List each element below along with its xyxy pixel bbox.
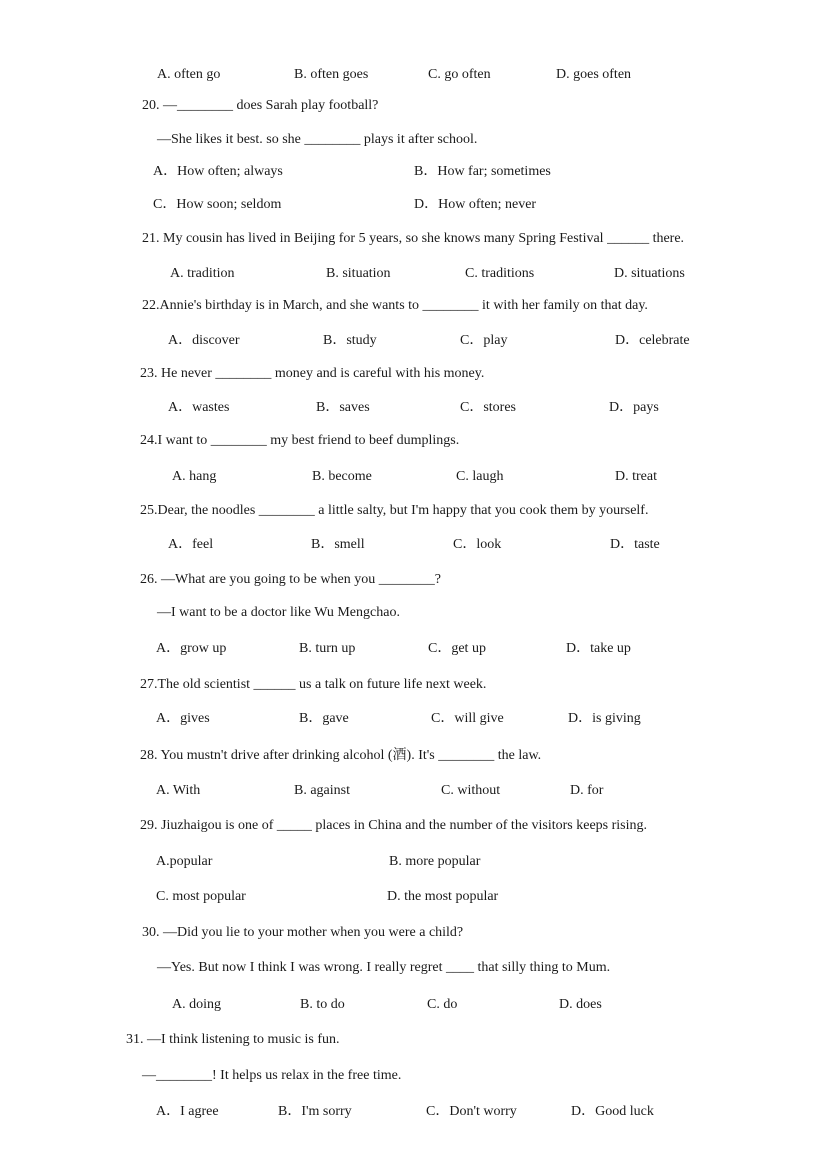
option-a[interactable]: A．discover (168, 333, 240, 348)
option-a[interactable]: A. doing (172, 997, 221, 1012)
option-d[interactable]: D. does (559, 997, 602, 1012)
option-c[interactable]: C. most popular (156, 889, 246, 904)
option-b[interactable]: B．How far; sometimes (414, 164, 551, 179)
option-d[interactable]: D. situations (614, 266, 685, 281)
option-c[interactable]: C．will give (431, 711, 504, 726)
option-a[interactable]: A．grow up (156, 641, 227, 656)
question-stem: 23. He never ________ money and is careful with his money. (140, 366, 485, 381)
option-c[interactable]: C. without (441, 783, 501, 798)
option-d[interactable]: D．How often; never (414, 197, 537, 212)
option-d[interactable]: D. the most popular (387, 889, 499, 904)
option-b[interactable]: B. to do (300, 997, 345, 1012)
option-c[interactable]: C．stores (460, 400, 516, 415)
option-b[interactable]: B．saves (316, 400, 370, 415)
question-stem: 29. Jiuzhaigou is one of _____ places in China and the number of the visitors keeps rising. (140, 818, 648, 833)
question-stem-reply: —Yes. But now I think I was wrong. I really regret ____ that silly thing to Mum. (157, 960, 611, 975)
question-stem: 28. You mustn't drive after drinking alcohol (酒). It's ________ the law. (140, 748, 542, 763)
question-stem-reply: —I want to be a doctor like Wu Mengchao. (157, 605, 400, 620)
question-stem: 20. —________ does Sarah play football? (142, 98, 379, 113)
question-stem: 25.Dear, the noodles ________ a little salty, but I'm happy that you cook them by yourself. (140, 503, 649, 518)
option-b[interactable]: B．study (323, 333, 377, 348)
option-d[interactable]: D．Good luck (571, 1104, 654, 1119)
option-a[interactable]: A. hang (172, 469, 217, 484)
option-a[interactable]: A．How often; always (153, 164, 283, 179)
option-c[interactable]: C．Don't worry (426, 1104, 517, 1119)
question-stem: 24.I want to ________ my best friend to beef dumplings. (140, 433, 460, 448)
option-b[interactable]: B. situation (326, 266, 391, 281)
option-c[interactable]: C．look (453, 537, 502, 552)
option-d[interactable]: D. for (570, 783, 604, 798)
option-a[interactable]: A. With (156, 783, 201, 798)
option-c[interactable]: C．How soon; seldom (153, 197, 282, 212)
option-c[interactable]: C. traditions (465, 266, 535, 281)
option-a[interactable]: A．I agree (156, 1104, 219, 1119)
option-c[interactable]: C. do (427, 997, 458, 1012)
option-c[interactable]: C. laugh (456, 469, 504, 484)
question-stem: 27.The old scientist ______ us a talk on future life next week. (140, 677, 487, 692)
question-stem: 31. —I think listening to music is fun. (126, 1032, 340, 1047)
option-b[interactable]: B．gave (299, 711, 349, 726)
option-d[interactable]: D．take up (566, 641, 631, 656)
option-a[interactable]: A．feel (168, 537, 214, 552)
option-b[interactable]: B. turn up (299, 641, 356, 656)
question-stem: 22.Annie's birthday is in March, and she wants to ________ it with her family on that day. (142, 298, 648, 313)
option-b[interactable]: B. often goes (294, 67, 369, 82)
option-d[interactable]: D. goes often (556, 67, 632, 82)
option-d[interactable]: D．is giving (568, 711, 641, 726)
option-d[interactable]: D．taste (610, 537, 660, 552)
option-a[interactable]: A. tradition (170, 266, 235, 281)
question-stem-reply: —________! It helps us relax in the free time. (142, 1068, 402, 1083)
option-b[interactable]: B．smell (311, 537, 365, 552)
question-stem: 30. —Did you lie to your mother when you were a child? (142, 925, 464, 940)
option-a[interactable]: A．wastes (168, 400, 230, 415)
option-a[interactable]: A.popular (156, 854, 213, 869)
option-b[interactable]: B. against (294, 783, 350, 798)
option-a[interactable]: A．gives (156, 711, 210, 726)
option-b[interactable]: B. become (312, 469, 372, 484)
option-c[interactable]: C. go often (428, 67, 491, 82)
option-d[interactable]: D．pays (609, 400, 659, 415)
question-stem: 21. My cousin has lived in Beijing for 5 years, so she knows many Spring Festival ______ there. (142, 231, 685, 246)
option-c[interactable]: C．get up (428, 641, 486, 656)
option-a[interactable]: A. often go (157, 67, 221, 82)
option-b[interactable]: B．I'm sorry (278, 1104, 352, 1119)
option-d[interactable]: D. treat (615, 469, 657, 484)
question-stem: 26. —What are you going to be when you ________? (140, 572, 441, 587)
option-b[interactable]: B. more popular (389, 854, 481, 869)
option-d[interactable]: D．celebrate (615, 333, 690, 348)
option-c[interactable]: C．play (460, 333, 508, 348)
question-stem-reply: —She likes it best. so she ________ plays it after school. (157, 132, 478, 147)
